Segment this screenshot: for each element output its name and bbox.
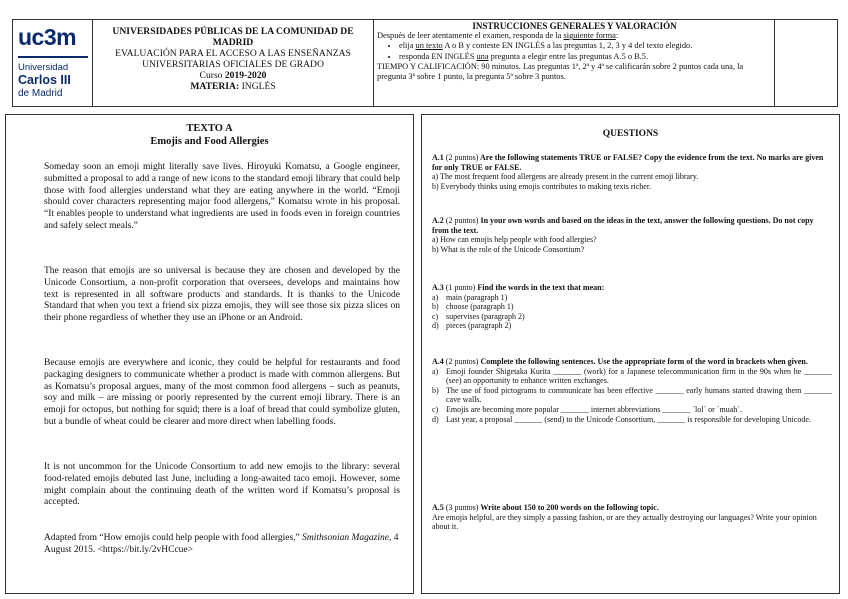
paragraph-2: The reason that emojis are so universal is because they are chosen and developed by the Unicode Consortium, a non-profit corporation that oversees, develops and maintains how text is represented in all software products and standards. It is thanks to the Unicode Standard that when you text a friend six pizza emojis, they will see those six pizza slices on their phone regardless of whether they use an iPhone or an Android. (44, 266, 400, 324)
question-a3-item: c) supervises (paragraph 2) (432, 311, 525, 321)
logo-madrid: de Madrid (18, 88, 63, 99)
question-a2-b: b) What is the role of the Unicode Consortium? (432, 244, 585, 254)
header-curso: Curso 2019-2020 (199, 70, 267, 81)
instructions-intro: Después de leer atentamente el examen, responda de la siguiente forma: (377, 31, 619, 41)
question-a4: A.4 (2 puntos) Complete the following sentences. Use the appropriate form of the word in brackets when given. a) Emoji founder Shigetaka Kurita _______ (work) for a Japanese telecommunication firm in the 90s when he _______ (see) an opportunity to enhance written exchanges. b) The use of food pictograms to communicate has been effective _______ early humans started drawing them _______ cave walls. c) Emojis are becoming more popular _______ internet abbreviations _______ ´lol´ or ´muah´. d) Last year, a proposal _______ (send) to the Unicode Consortium, _______ is responsible for developing Unicode. (432, 357, 832, 424)
header-materia: MATERIA: INGLÉS (190, 81, 276, 92)
logo-divider (18, 56, 88, 58)
question-a3-item: b) choose (paragraph 1) (432, 302, 514, 312)
question-a3-item: d) pieces (paragraph 2) (432, 321, 512, 331)
paragraph-4: It is not uncommon for the Unicode Consortium to add new emojis to the library: several food-related emojis debuted last June, including a long-awaited taco emoji. However, some might complain about the continuing death of the written word if Komatsu’s proposal is accepted. (44, 462, 400, 508)
header-center (93, 20, 374, 106)
source-citation: Adapted from “How emojis could help people with food allergies,” Smithsonian Magazine, 4 August 2015. <https://bit.ly/2vHCcue> (44, 533, 399, 555)
question-a3-item: a) main (paragraph 1) (432, 292, 508, 302)
questions-panel (421, 114, 840, 594)
question-a1-b: b) Everybody thinks using emojis contributes to making texts richer. (432, 181, 652, 191)
question-a1-a: a) The most frequent food allergens are already present in the current emoji library. (432, 172, 699, 182)
logo-carlos: Carlos III (18, 73, 71, 87)
instruction-item: • responda EN INGLÉS una pregunta a elegir entre las preguntas A.5 o B.5. (399, 52, 772, 62)
paragraph-1: Someday soon an emoji might literally save lives. Hiroyuki Komatsu, a Google engineer, submitted a proposal to add a range of new icons to the standard emoji library that could help those with food allergies understand what they are eating anywhere in the world. “Emoji should cover characters representing major food allergens,” Komatsu wrote in his proposal. “It enables people to understand what ingredients are used in foods even in foreign countries and safely select meals.” (44, 162, 400, 231)
question-a3: A.3 (1 punto) Find the words in the text that mean: a) main (paragraph 1) b) choose (paragraph 1) c) supervises (paragraph 2) d) pieces (paragraph 2) (432, 283, 832, 331)
logo-universidad: Universidad (18, 62, 69, 73)
question-a4-item: d) Last year, a proposal _______ (send) to the Unicode Consortium, _______ is responsible for developing Unicode. (432, 414, 811, 424)
question-a2-a: a) How can emojis help people with food allergies? (432, 235, 597, 245)
header-evaluation: EVALUACIÓN PARA EL ACCESO A LAS ENSEÑANZAS UNIVERSITARIAS OFICIALES DE GRADO (115, 48, 351, 70)
instructions-time: TIEMPO Y CALIFICACIÓN: 90 minutos. Las preguntas 1ª, 2ª y 4ª se calificarán sobre 2 puntos cada una, la pregunta 3ª sobre 1 punto, la pregunta 5ª sobre 3 puntos. (377, 61, 744, 82)
questions-title: QUESTIONS (602, 129, 659, 139)
instructions-list (377, 41, 772, 61)
instruction-item: • elija un texto A o B y conteste EN INGLÉS a las preguntas 1, 2, 3 y 4 del texto elegido. (399, 41, 772, 51)
text-panel (5, 114, 414, 594)
question-a5-body: Are emojis helpful, are they simply a passing fashion, or are they actually destroying our languages? Write your opinion about it. (432, 512, 817, 532)
question-a4-item: c) Emojis are becoming more popular _______ internet abbreviations _______ ´lol´ or ´muah´. (432, 404, 742, 414)
question-a4-item: a) Emoji founder Shigetaka Kurita _______ (work) for a Japanese telecommunication firm in the 90s when he _______ (see) an opportunity to enhance written exchanges. (432, 366, 832, 386)
header-universities: UNIVERSIDADES PÚBLICAS DE LA COMUNIDAD DE MADRID (112, 26, 354, 48)
header-instructions (375, 20, 775, 106)
university-logo (13, 20, 93, 106)
text-title: TEXTO A Emojis and Food Allergies (6, 122, 413, 148)
exam-header (12, 19, 838, 107)
question-a4-item: b) The use of food pictograms to communicate has been effective _______ early humans started drawing them _______ cave walls. (432, 385, 832, 405)
paragraph-3: Because emojis are everywhere and iconic, they could be helpful for restaurants and food packaging designers to communicate whether a product is made with common allergens. But as Komatsu’s proposal argues, many of the most common food allergens – such as peanuts, soy and milk – are missing or poorly represented by the current emoji library. There is an emoji for octopus, but nothing for squid; there is a loaf of bread that could symbolize gluten, but a bundle of wheat could be clearer and more direct when labelling foods. (44, 358, 400, 427)
text-subtitle: Emojis and Food Allergies (150, 136, 269, 147)
question-a2: A.2 (2 puntos) In your own words and based on the ideas in the text, answer the following questions. Do not copy from the text. a) How can emojis help people with food allergies? b) What is the role of the Unicode Consortium? (432, 216, 832, 254)
question-a5: A.5 (3 puntos) Write about 150 to 200 words on the following topic. Are emojis helpful, are they simply a passing fashion, or are they actually destroying our languages? Write your opinion about it. (432, 503, 832, 532)
logo-uc3m-text: uc3m (18, 24, 77, 50)
instructions-title: INSTRUCCIONES GENERALES Y VALORACIÓN (472, 21, 677, 31)
question-a1: A.1 (2 puntos) Are the following statements TRUE or FALSE? Copy the evidence from the text. No marks are given for only TRUE or FALSE. a) The most frequent food allergens are already present in the current emoji library. b) Everybody thinks using emojis contributes to making texts richer. (432, 153, 832, 191)
